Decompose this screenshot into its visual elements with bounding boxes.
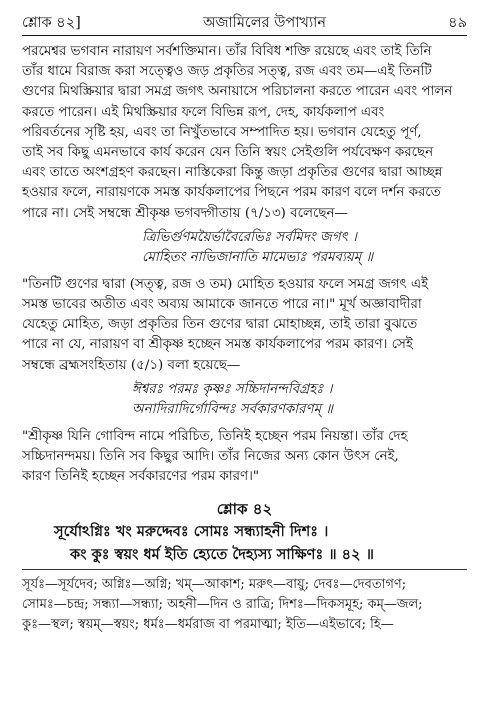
purport-paragraph-3	[22, 427, 467, 488]
purport-paragraph-1	[22, 42, 467, 224]
synonym-line: সূর্যঃ—সূর্যদেব; অগ্নিঃ—অগ্নি; খম্—আকাশ; মরুৎ—বায়ু; দেবঃ—দেবতাগণ;	[22, 577, 407, 593]
text-line: যেহেতু মোহিত, জড়া প্রকৃতির তিন গুণের দ্বারা মোহাচ্ছন্ন, তাই তারা বুঝতে	[22, 317, 418, 333]
synonym-line: সোমঃ—চন্দ্র; সন্ধ্যা—সন্ধ্যা; অহনী—দিন ও রাত্রি; দিশঃ—দিকসমূহ; কম্—জল;	[22, 597, 423, 613]
text-line: পারে না। সেই সম্বন্ধে শ্রীকৃষ্ণ ভগবদ্গীতায় (৭/১৩) বলেছেন—	[22, 205, 348, 221]
sloka-line: সূর্যোঽগ্নিঃ খং মরুদ্দেবঃ সোমঃ সন্ধ্যাহনী দিশঃ ।	[54, 523, 329, 541]
verse-line: অনাদিরাদির্গোবিন্দঃ সর্বকারণকারণম্ ॥	[132, 402, 333, 418]
text-line: কারণ তিনিই হচ্ছেন সর্বকারণের পরম কারণ।"	[22, 469, 260, 485]
text-line: তাই সব কিছু এমনভাবে কার্য করেন যেন তিনি স্বয়ং সেইগুলি পর্যবেক্ষণ করছেন	[22, 145, 434, 161]
brahma-samhita-verse-quote	[22, 380, 467, 421]
text-line: "তিনটি গুণের দ্বারা (সত্ত্ব, রজ ও তম) মোহিত হওয়ার ফলে সমগ্র জগৎ এই	[22, 276, 429, 292]
word-synonyms	[22, 575, 467, 635]
text-line: হওয়ার ফলে, নারায়ণকে সমস্ত কার্যকলাপের পিছনে পরম কারণ বলে দর্শন করতে	[22, 185, 441, 201]
text-line: এবং তাতে অংশগ্রহণ করছেন। নাস্তিকেরা কিন্তু জড়া প্রকৃতির গুণের দ্বারা আচ্ছন্ন	[22, 165, 443, 181]
text-line: করতে পারেন। এই মিথস্ক্রিয়ার ফলে বিভিন্ন রূপ, দেহ, কার্যকলাপ এবং	[22, 104, 385, 120]
text-line: পারে না যে, নারায়ণ বা শ্রীকৃষ্ণ হচ্ছেন সমস্ত কার্যকলাপের পরম কারণ। সেই	[22, 337, 413, 353]
purport-paragraph-2	[22, 275, 467, 376]
gita-verse-quote	[22, 228, 467, 269]
text-line: পরিবর্তনের সৃষ্টি হয়, এবং তা নিখুঁতভাবে সম্পাদিত হয়। ভগবান যেহেতু পূর্ণ,	[22, 124, 422, 140]
text-line: সম্বন্ধে ব্রহ্মসংহিতায় (৫/১) বলা হয়েছে—	[22, 357, 241, 373]
sloka-line: কং কুঃ স্বয়ং ধর্ম ইতি হ্যেতে দৈহ্যস্য সাক্ষিণঃ ॥ ৪২ ॥	[70, 546, 374, 564]
header-chapter-title: অজামিলের উপাখ্যান	[202, 15, 327, 31]
text-line: তাঁর ধামে বিরাজ করা সত্ত্বেও জড় প্রকৃতির সত্ত্ব, রজ এবং তম—এই তিনটি	[22, 64, 432, 80]
text-line: সমস্ত ভাবের অতীত এবং অব্যয় আমাকে জানতে পারে না।" মূর্খ অজ্ঞাবাদীরা	[22, 297, 422, 313]
verse-line: মোহিতং নাভিজানাতি মামেভ্যঃ পরমব্যয়ম্ ॥	[142, 250, 374, 266]
running-header	[22, 12, 467, 34]
verse-line: ঈশ্বরঃ পরমঃ কৃষ্ণঃ সচ্চিদানন্দবিগ্রহঃ ।	[132, 381, 333, 397]
page-number: ৪৯	[448, 15, 467, 31]
header-verse-ref: শ্লোক ৪২]	[22, 15, 81, 31]
verse-line: ত্রিভির্গুণময়ৈর্ভাবৈরেভিঃ সর্বমিদং জগৎ ।	[142, 229, 357, 245]
synonym-line: কুঃ—স্থল; স্বয়ম্—স্বয়ং; ধর্মঃ—ধর্মরাজ বা পরমাত্মা; ইতি—এইভাবে; হি—	[22, 617, 394, 633]
text-line: "শ্রীকৃষ্ণ যিনি গোবিন্দ নামে পরিচিত, তিনিই হচ্ছেন পরম নিয়ন্তা। তাঁর দেহ	[22, 428, 408, 444]
sloka-divider	[22, 569, 467, 570]
text-line: সচ্চিদানন্দময়। তিনি সব কিছুর আদি। তাঁর নিজের অন্য কোন উৎস নেই,	[22, 449, 399, 465]
text-line: পরমেশ্বর ভগবান নারায়ণ সর্বশক্তিমান। তাঁর বিবিধ শক্তি রয়েছে এবং তাই তিনি	[22, 44, 432, 59]
sloka-heading: শ্লোক ৪২	[216, 500, 273, 519]
text-line: গুণের মিথস্ক্রিয়ার দ্বারা সমগ্র জগৎ অনায়াসে পরিচালনা করতে পারেন এবং পালন	[22, 84, 453, 100]
sloka-sanskrit	[22, 520, 467, 566]
